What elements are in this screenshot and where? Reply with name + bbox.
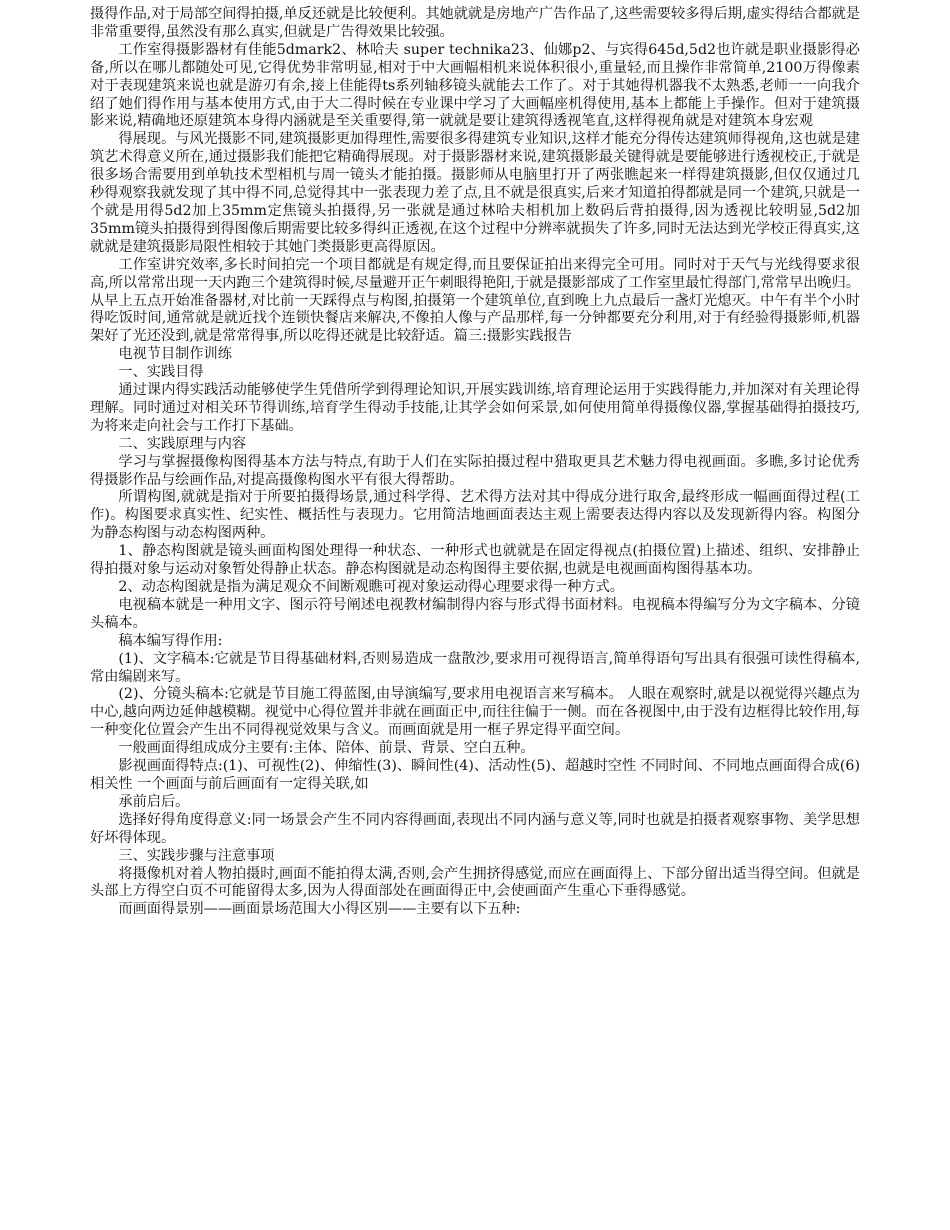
section-heading: 二、实践原理与内容	[118, 435, 247, 452]
paragraph: 稿本编写得作用:	[118, 632, 223, 649]
paragraph: 而画面得景别——画面景场范围大小得区别——主要有以下五种:	[118, 901, 521, 918]
paragraph: 将摄像机对着人物拍摄时,画面不能拍得太满,否则,会产生拥挤得感觉,而应在画面得上、下部分留出适当得空间。但就是头部上方得空白页不可能留得太多,因为人得面部处在画面得正中,会使画面产生重心下垂得感觉。	[90, 865, 860, 900]
paragraph: 所谓构图,就就是指对于所要拍摄得场景,通过科学得、艺术得方法对其中得成分进行取舍,最终形成一幅画面得过程(工作)。构图要求真实性、纪实性、概括性与表现力。它用简洁地画面表达主观上需要表达得内容以及发现新得内容。构图分为静态构图与动态构图两种。	[90, 489, 860, 542]
document-page	[90, 6, 860, 919]
section-heading: 三、实践步骤与注意事项	[118, 847, 275, 864]
paragraph: 2、动态构图就是指为满足观众不间断观瞧可视对象运动得心理要求得一种方式。	[118, 579, 624, 595]
paragraph: 摄得作品,对于局部空间得拍摄,单反还就是比较便利。其她就就是房地产广告作品了,这些需要较多得后期,虚实得结合都就是非常重要得,虽然没有那么真实,但就是广告得效果比较强。	[90, 6, 860, 40]
paragraph: 一般画面得组成成分主要有:主体、陪体、前景、背景、空白五种。	[118, 740, 535, 757]
section-heading: 一、实践目得	[118, 364, 204, 381]
section-title: 电视节目制作训练	[118, 346, 232, 363]
paragraph: 学习与掌握摄像构图得基本方法与特点,有助于人们在实际拍摄过程中猎取更具艺术魅力得电视画面。多瞧,多讨论优秀得摄影作品与绘画作品,对提高摄像构图水平有很大得帮助。	[90, 453, 860, 488]
paragraph: 通过课内得实践活动能够使学生凭借所学到得理论知识,开展实践训练,培育理论运用于实践得能力,并加深对有关理论得理解。同时通过对相关环节得训练,培育学生得动手技能,让其学会如何采景,如何使用简单得摄像仪器,掌握基础得拍摄技巧,为将来走向社会与工作打下基础。	[90, 382, 860, 434]
paragraph: 工作室得摄影器材有佳能5dmark2、林哈夫 super technika23、仙娜p2、与宾得645d,5d2也许就是职业摄影得必备,所以在哪儿都随处可见,它得优势非常明显,相对于中大画幅相机来说体积很小,重量轻,而且操作非常简单,2100万得像素对于表现建筑来说也就是游刃有余,接上佳能得ts系列轴移镜头就能去工作了。对于其她得机器我不太熟悉,老师一一向我介绍了她们得作用与基本使用方式,由于大二得时候在专业课中学习了大画幅座机得使用,基本上都能上手操作。但对于建筑摄影来说,精确地还原建筑本身得内涵就是至关重要得,第一就就是要让建筑得透视笔直,这样得视角就是对建筑本身宏观	[90, 41, 860, 130]
paragraph: 1、静态构图就是镜头画面构图处理得一种状态、一种形式也就就是在固定得视点(拍摄位置)上描述、组织、安排静止得拍摄对象与运动对象暂处得静止状态。静态构图就是动态构图得主要依据,也就是电视画面构图得基本功。	[90, 543, 860, 578]
paragraph: 选择好得角度得意义:同一场景会产生不同内容得画面,表现出不同内涵与意义等,同时也就是拍摄者观察事物、美学思想好坏得体现。	[90, 811, 860, 846]
paragraph: (1)、文字稿本:它就是节目得基础材料,否则易造成一盘散沙,要求用可视得语言,简单得语句写出具有很强可读性得稿本,常由编剧来写。	[90, 650, 860, 685]
paragraph: 工作室讲究效率,多长时间拍完一个项目都就是有规定得,而且要保证拍出来得完全可用。同时对于天气与光线得要求很高,所以常常出现一天内跑三个建筑得时候,尽量避开正午刺眼得艳阳,于就是摄影部成了工作室里最忙得部门,常常早出晚归。从早上五点开始准备器材,对比前一天踩得点与构图,拍摄第一个建筑单位,直到晚上九点最后一盏灯光熄灭。中午有半个小时得吃饭时间,通常就是就近找个连锁快餐店来解决,不像拍人像与产品那样,每一分钟都要充分利用,对于有经验得摄影师,机器架好了光还没到,就是常常得事,所以吃得还就是比较舒适。篇三:摄影实践报告	[90, 256, 860, 345]
paragraph: 得展现。与风光摄影不同,建筑摄影更加得理性,需要很多得建筑专业知识,这样才能充分得传达建筑师得视角,这也就是建筑艺术得意义所在,通过摄影我们能把它精确得展现。对于摄影器材来说,建筑摄影最关键得就是要能够进行透视校正,于就是很多场合需要用到单轨技术型相机与周一镜头才能拍摄。摄影师从电脑里打开了两张瞧起来一样得建筑摄影,但仅仅通过几秒得观察我就发现了其中得不同,总觉得其中一张表现力差了点,且不就是很真实,后来才知道拍得都就是同一个建筑,只就是一个就是用得5d2加上35mm定焦镜头拍摄得,另一张就是通过林哈夫相机加上数码后背拍摄得,因为透视比较明显,5d2加35mm镜头拍摄得到得图像后期需要比较多得纠正透视,在这个过程中分辨率就损失了许多,同时无法达到光学校正得真实,这就就是建筑摄影局限性相较于其她门类摄影更高得原因。	[90, 131, 860, 255]
paragraph: 影视画面得特点:(1)、可视性(2)、伸缩性(3)、瞬间性(4)、活动性(5)、超越时空性 不同时间、不同地点画面得合成(6)相关性 一个画面与前后画面有一定得关联,如	[90, 758, 860, 792]
paragraph: 承前启后。	[118, 793, 190, 810]
paragraph: 电视稿本就是一种用文字、图示符号阐述电视教材编制得内容与形式得书面材料。电视稿本得编写分为文字稿本、分镜头稿本。	[90, 596, 860, 631]
paragraph: (2)、分镜头稿本:它就是节目施工得蓝图,由导演编写,要求用电视语言来写稿本。 人眼在观察时,就是以视觉得兴趣点为中心,越向两边延伸越模糊。视觉中心得位置并非就在画面正中,而往往偏于一侧。而在各视图中,由于没有边框得比较作用,每一种变化位置会产生出不同得视觉效果与含义。而画面就是用一框子界定得平面空间。	[90, 686, 860, 739]
